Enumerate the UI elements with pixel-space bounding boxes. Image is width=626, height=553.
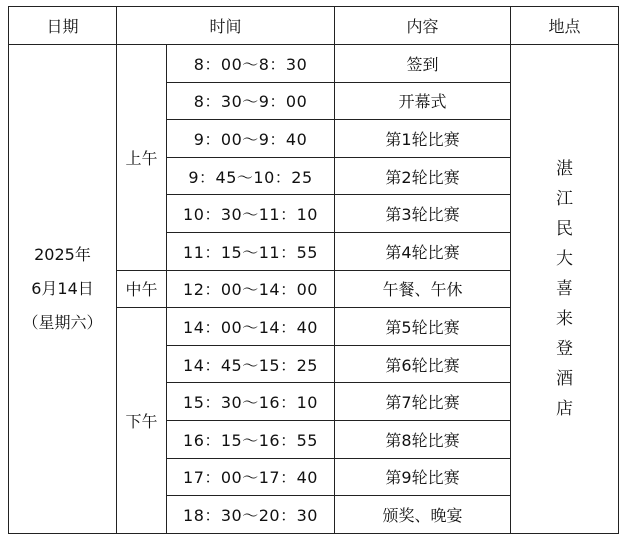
time-cell: 12：00～14：00: [167, 270, 335, 308]
content-cell: 第7轮比赛: [335, 383, 511, 421]
venue-char: 喜: [556, 278, 573, 299]
content-cell: 签到: [335, 45, 511, 83]
content-cell: 第8轮比赛: [335, 420, 511, 458]
time-cell: 11：15～11：55: [167, 232, 335, 270]
content-cell: 第3轮比赛: [335, 195, 511, 233]
time-cell: 15：30～16：10: [167, 383, 335, 421]
header-content: 内容: [335, 7, 511, 45]
content-cell: 第4轮比赛: [335, 232, 511, 270]
venue-char: 来: [556, 308, 573, 329]
header-time: 时间: [117, 7, 335, 45]
venue-char: 登: [556, 338, 573, 359]
schedule-table-wrapper: [8, 6, 619, 534]
time-cell: 17：00～17：40: [167, 458, 335, 496]
header-venue: 地点: [511, 7, 619, 45]
content-cell: 颁奖、晚宴: [335, 496, 511, 534]
content-cell: 第6轮比赛: [335, 345, 511, 383]
venue-text: [511, 154, 618, 424]
content-cell: 开幕式: [335, 82, 511, 120]
table-row: [9, 45, 619, 83]
time-cell: 14：00～14：40: [167, 308, 335, 346]
content-cell: 第1轮比赛: [335, 120, 511, 158]
venue-char: 酒: [556, 368, 573, 389]
date-day: 6月14日: [31, 278, 94, 298]
time-cell: 9：00～9：40: [167, 120, 335, 158]
venue-char: 店: [556, 398, 573, 419]
venue-char: 江: [556, 188, 573, 209]
time-cell: 16：15～16：55: [167, 420, 335, 458]
venue-char: 湛: [556, 158, 573, 179]
period-afternoon: 下午: [117, 308, 167, 534]
content-cell: 第2轮比赛: [335, 157, 511, 195]
time-cell: 8：30～9：00: [167, 82, 335, 120]
content-cell: 午餐、午休: [335, 270, 511, 308]
date-weekday: （星期六）: [22, 312, 103, 332]
time-cell: 14：45～15：25: [167, 345, 335, 383]
period-noon: 中午: [117, 270, 167, 308]
period-morning: 上午: [117, 45, 167, 271]
time-cell: 18：30～20：30: [167, 496, 335, 534]
venue-cell: [511, 45, 619, 534]
time-cell: 9：45～10：25: [167, 157, 335, 195]
time-cell: 8：00～8：30: [167, 45, 335, 83]
date-year: 2025年: [34, 244, 91, 264]
header-date: 日期: [9, 7, 117, 45]
venue-char: 民: [556, 218, 573, 239]
schedule-table: [8, 6, 619, 534]
content-cell: 第9轮比赛: [335, 458, 511, 496]
header-row: [9, 7, 619, 45]
time-cell: 10：30～11：10: [167, 195, 335, 233]
date-cell: [9, 45, 117, 534]
content-cell: 第5轮比赛: [335, 308, 511, 346]
venue-char: 大: [556, 248, 573, 269]
